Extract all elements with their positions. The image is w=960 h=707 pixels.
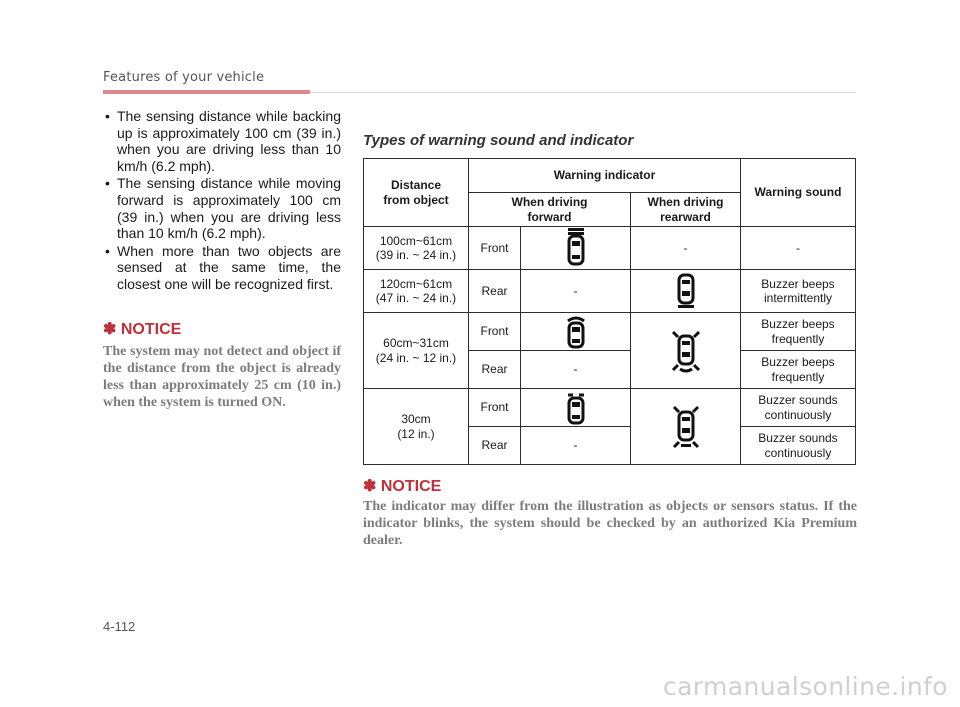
rearward-indicator-cell: [631, 313, 741, 389]
table-section-title: Types of warning sound and indicator: [363, 132, 634, 149]
car-rear-sensor-icon: [671, 328, 701, 374]
notice-body: The indicator may differ from the illustration as objects or sensors status. If the indicator blinks, the system should be checked by an authorized Kia Premium dealer.: [363, 499, 857, 548]
forward-indicator-cell: [521, 389, 631, 427]
car-front-sensor-icon: [566, 391, 586, 425]
notice-title: NOTICE: [120, 320, 182, 338]
direction-cell: Front: [469, 389, 521, 427]
header-distance: Distance from object: [364, 159, 469, 227]
notice-title: NOTICE: [380, 478, 442, 495]
header-warning-sound: Warning sound: [741, 159, 856, 227]
direction-cell: Front: [469, 313, 521, 351]
sound-cell: Buzzer beeps frequently: [741, 313, 856, 351]
notice-symbol: ✽: [103, 320, 117, 338]
car-front-sensor-icon: [566, 315, 586, 349]
bullet-item: • When more than two objects are sensed at the same time, the closest one will be recognized first.: [103, 243, 341, 293]
sound-cell: Buzzer sounds continuously: [741, 427, 856, 465]
indicator-notice: [363, 476, 857, 549]
table-row: [364, 389, 856, 427]
table-row: [364, 313, 856, 351]
rearward-indicator-cell: [631, 270, 741, 313]
rearward-indicator-cell: [631, 389, 741, 465]
table-row: [364, 227, 856, 270]
direction-cell: Rear: [469, 270, 521, 313]
right-column: [363, 132, 857, 149]
forward-indicator-cell: -: [521, 427, 631, 465]
notice-body: The system may not detect and object if the distance from the object is already less than approximately 25 cm (10 in.) when the system is turned ON.: [103, 343, 341, 410]
header-divider: [310, 92, 856, 93]
distance-cell: 60cm~31cm (24 in. ~ 12 in.): [364, 313, 469, 389]
watermark: carmanualsonline.info: [662, 672, 948, 701]
car-rear-sensor-icon: [671, 404, 701, 450]
forward-indicator-cell: -: [521, 270, 631, 313]
sound-cell: -: [741, 227, 856, 270]
distance-cell: 120cm~61cm (47 in. ~ 24 in.): [364, 270, 469, 313]
rearward-indicator-cell: -: [631, 227, 741, 270]
forward-indicator-cell: -: [521, 351, 631, 389]
bullet-item: • The sensing distance while moving forward is approximately 100 cm (39 in.) when you are driving less than 10 km/h (6.2 mph).: [103, 175, 341, 241]
table-row: [364, 270, 856, 313]
warning-table: [363, 158, 856, 465]
direction-cell: Rear: [469, 427, 521, 465]
left-column: [103, 108, 341, 411]
notice-symbol: ✽: [363, 478, 377, 495]
bullet-item: • The sensing distance while backing up is approximately 100 cm (39 in.) when you are driving less than 10 km/h (6.2 mph).: [103, 108, 341, 174]
distance-cell: 100cm~61cm (39 in. ~ 24 in.): [364, 227, 469, 270]
sound-cell: Buzzer beeps intermittently: [741, 270, 856, 313]
notice-heading: [103, 319, 341, 339]
direction-cell: Front: [469, 227, 521, 270]
forward-indicator-cell: [521, 227, 631, 270]
sound-cell: Buzzer beeps frequently: [741, 351, 856, 389]
sound-cell: Buzzer sounds continuously: [741, 389, 856, 427]
section-header: Features of your vehicle: [103, 70, 265, 85]
header-warning-indicator: Warning indicator: [469, 159, 741, 193]
car-rear-sensor-icon: [677, 271, 695, 311]
notice-heading: [363, 476, 857, 496]
bullet-list: [103, 108, 341, 293]
distance-cell: 30cm (12 in.): [364, 389, 469, 465]
header-driving-forward: When driving forward: [469, 193, 631, 227]
header-accent-rule: [103, 90, 310, 94]
header-driving-rearward: When driving rearward: [631, 193, 741, 227]
forward-indicator-cell: [521, 313, 631, 351]
car-front-sensor-icon: [567, 228, 585, 268]
page-number: 4-112: [103, 619, 136, 634]
direction-cell: Rear: [469, 351, 521, 389]
